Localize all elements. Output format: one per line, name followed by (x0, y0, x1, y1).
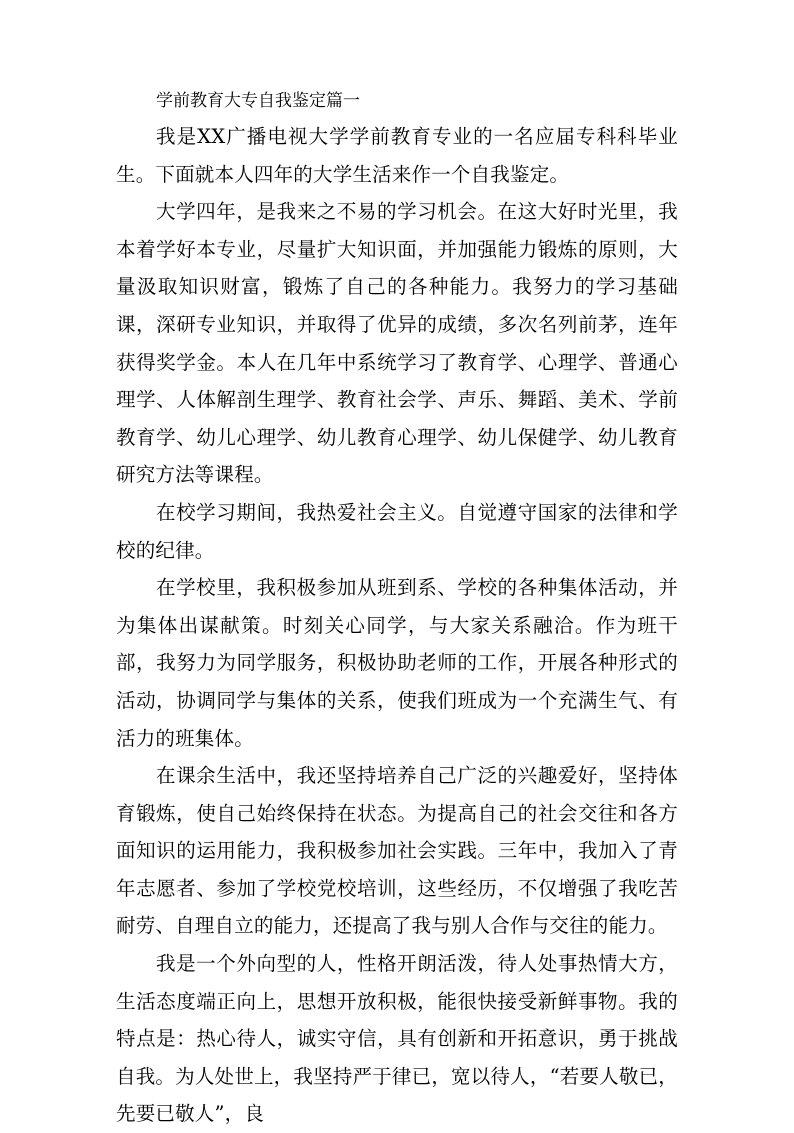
document-page (116, 84, 678, 1133)
paragraph-1: 我是XX广播电视大学学前教育专业的一名应届专科科毕业生。下面就本人四年的大学生活来作一个自我鉴定。 (116, 125, 678, 186)
paragraph-4: 在学校里，我积极参加从班到系、学校的各种集体活动，并为集体出谋献策。时刻关心同学，与大家关系融洽。作为班干部，我努力为同学服务，积极协助老师的工作，开展各种形式的活动，协调同学与集体的关系，使我们班成为一个充满生气、有活力的班集体。 (116, 576, 678, 750)
paragraph-5: 在课余生活中，我还坚持培养自己广泛的兴趣爱好，坚持体育锻炼，使自己始终保持在状态。为提高自己的社会交往和各方面知识的运用能力，我积极参加社会实践。三年中，我加入了青年志愿者、参加了学校党校培训，这些经历，不仅增强了我吃苦耐劳、自理自立的能力，还提高了我与别人合作与交往的能力。 (116, 764, 678, 938)
paragraph-3: 在校学习期间，我热爱社会主义。自觉遵守国家的法律和学校的纪律。 (116, 500, 678, 562)
paragraph-6: 我是一个外向型的人，性格开朗活泼，待人处事热情大方，生活态度端正向上，思想开放积极，能很快接受新鲜事物。我的特点是：热心待人，诚实守信，具有创新和开拓意识，勇于挑战自我。为人处世上，我坚持严于律已，宽以待人，“若要人敬已，先要已敬人”，良 (116, 952, 678, 1126)
paragraph-2: 大学四年，是我来之不易的学习机会。在这大好时光里，我本着学好本专业，尽量扩大知识面，并加强能力锻炼的原则，大量汲取知识财富，锻炼了自己的各种能力。我努力的学习基础课，深研专业知识，并取得了优异的成绩，多次名列前茅，连年获得奖学金。本人在几年中系统学习了教育学、心理学、普通心理学、人体解剖生理学、教育社会学、声乐、舞蹈、美术、学前教育学、幼儿心理学、幼儿教育心理学、幼儿保健学、幼儿教育研究方法等课程。 (116, 200, 678, 487)
document-title: 学前教育大专自我鉴定篇一 (156, 91, 360, 111)
